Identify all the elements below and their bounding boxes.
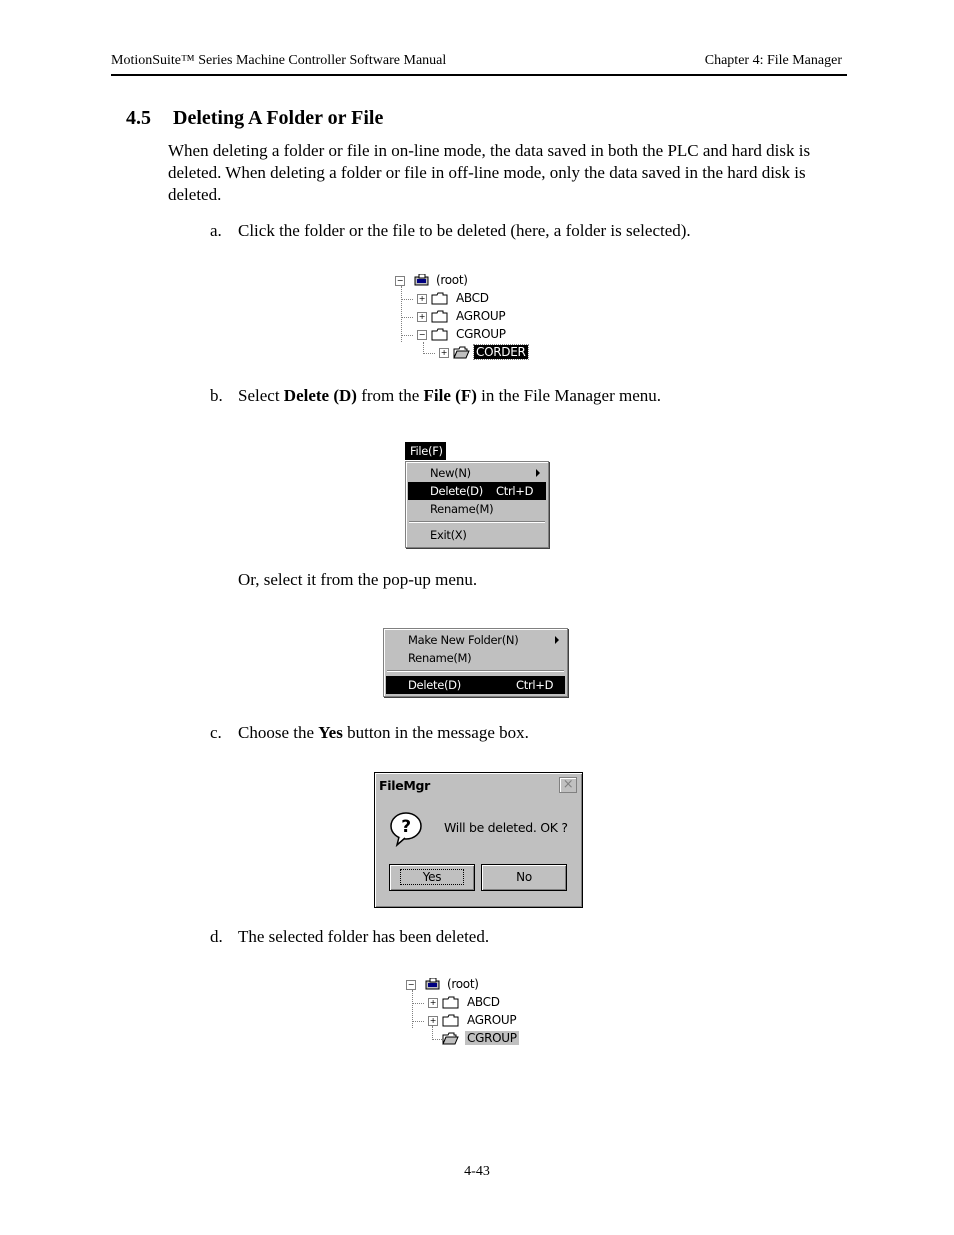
menu-item-rename[interactable]: Rename(M) [408,651,472,665]
folder-tree-after [405,976,545,1051]
folder-icon [442,996,459,1009]
computer-icon [414,274,431,287]
tree-item-label: AGROUP [456,309,506,323]
section-number: 4.5 [126,107,151,129]
question-icon [389,811,425,847]
step-b-text: Select Delete (D) from the File (F) in the File Manager menu. [238,386,661,405]
submenu-arrow-icon [536,469,540,477]
popup-menu [383,628,568,697]
step-a-text: Click the folder or the file to be deleted (here, a folder is selected). [238,221,691,240]
step-c-label: c. [210,723,222,742]
tree-item-label: CGROUP [467,1031,517,1045]
file-menu-dropdown [405,461,549,548]
folder-icon [431,310,448,323]
file-menu-screenshot [405,442,548,547]
tree-root-label: (root) [447,977,479,991]
yes-button[interactable]: Yes [389,864,475,891]
no-button[interactable]: No [481,864,567,891]
header-rule [111,74,847,76]
step-d-label: d. [210,927,223,946]
folder-icon [431,292,448,305]
tree-item-label: CORDER [476,345,526,359]
close-icon[interactable]: × [559,777,577,793]
collapse-icon[interactable]: − [396,276,404,285]
step-b-label: b. [210,386,223,405]
file-menu-title[interactable]: File(F) [405,442,446,460]
svg-text:?: ? [401,817,411,837]
menu-item-make-new-folder[interactable]: Make New Folder(N) [386,631,565,649]
header-right: Chapter 4: File Manager [704,53,842,68]
or-text: Or, select it from the pop-up menu. [238,570,478,589]
menu-item-new[interactable]: New(N) [408,464,546,482]
page-number: 4-43 [464,1164,490,1179]
menu-item-delete[interactable]: Delete(D) Ctrl+D [386,676,565,694]
expand-icon[interactable]: + [429,1016,437,1025]
step-c-text: Choose the Yes button in the message box. [238,723,529,742]
menu-item-exit[interactable]: Exit(X) [430,528,467,542]
section-heading [126,107,383,130]
tree-item-label: ABCD [456,291,489,305]
tree-root-label: (root) [436,273,468,287]
expand-icon[interactable]: + [418,294,426,303]
expand-icon[interactable]: + [418,312,426,321]
collapse-icon[interactable]: − [407,980,415,989]
dialog-title: FileMgr [379,778,431,793]
section-title: Deleting A Folder or File [173,107,384,129]
collapse-icon[interactable]: − [418,330,426,339]
submenu-arrow-icon [555,636,559,644]
computer-icon [425,978,442,991]
intro-paragraph: When deleting a folder or file in on-line mode, the data saved in both the PLC and hard disk is deleted. When deleting a folder or file in off-line mode, only the data saved in the hard disk is deleted. [168,141,811,204]
header-left: MotionSuite™ Series Machine Controller Software Manual [111,53,447,68]
expand-icon[interactable]: + [440,348,448,357]
folder-icon [442,1014,459,1027]
tree-item-label: AGROUP [467,1013,517,1027]
folder-tree-before [394,272,554,367]
message-dialog [374,772,583,908]
dialog-message: Will be deleted. OK ? [444,820,568,835]
menu-item-rename[interactable]: Rename(M) [430,502,494,516]
menu-separator [387,670,564,672]
tree-item-label: ABCD [467,995,500,1009]
open-folder-icon [442,1032,459,1045]
open-folder-icon [453,346,470,359]
menu-item-delete[interactable]: Delete(D) Ctrl+D [408,482,546,500]
expand-icon[interactable]: + [429,998,437,1007]
tree-item-label: CGROUP [456,327,506,341]
menu-separator [409,521,545,523]
folder-icon [431,328,448,341]
step-a-label: a. [210,221,222,240]
step-d-text: The selected folder has been deleted. [238,927,490,946]
